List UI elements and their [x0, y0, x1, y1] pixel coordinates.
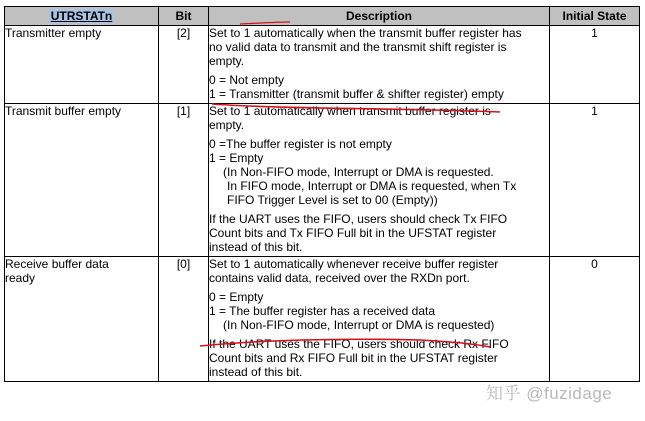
field-initial-state: 1 [550, 104, 640, 257]
header-description: Description [209, 7, 550, 26]
description-line: Set to 1 automatically when transmit buffer register is [209, 104, 491, 118]
field-bit: [0] [159, 257, 209, 382]
field-bit: [1] [159, 104, 209, 257]
description-line: (In Non-FIFO mode, Interrupt or DMA is requested. [223, 165, 494, 179]
field-name-line: Receive buffer data [5, 257, 109, 271]
field-name-line: ready [5, 271, 36, 285]
field-initial-state: 1 [550, 26, 640, 104]
description-line: If the UART uses the FIFO, users should check Tx FIFO [209, 212, 508, 226]
description-line: contains valid data, received over the RXDn port. [209, 271, 470, 285]
description-line: 0 =The buffer register is not empty [209, 137, 392, 151]
description-line: Count bits and Tx FIFO Full bit in the UFSTAT register [209, 226, 497, 240]
description-line: Set to 1 automatically whenever receive buffer register [209, 257, 499, 271]
description-line: 1 = The buffer register has a received data [209, 304, 436, 318]
description-line: Count bits and Rx FIFO Full bit in the UFSTAT register [209, 351, 498, 365]
field-name: Transmit buffer empty [5, 104, 159, 257]
description-line: In FIFO mode, Interrupt or DMA is requested, when Tx [227, 179, 517, 193]
description-line: 1 = Transmitter (transmit buffer & shifter register) empty [209, 87, 504, 101]
description-line: empty. [209, 54, 245, 68]
register-name-label: UTRSTATn [50, 9, 113, 23]
field-initial-state: 0 [550, 257, 640, 382]
description-line: instead of this bit. [209, 240, 303, 254]
header-initial-state: Initial State [550, 7, 640, 26]
description-line: no valid data to transmit and the transmit shift register is [209, 40, 507, 54]
description-line: instead of this bit. [209, 365, 303, 379]
field-bit: [2] [159, 26, 209, 104]
description-line: Set to 1 automatically when the transmit buffer register has [209, 26, 522, 40]
description-line: 0 = Not empty [209, 73, 285, 87]
header-bit: Bit [159, 7, 209, 26]
description-line: FIFO Trigger Level is set to 00 (Empty)) [227, 193, 438, 207]
watermark-text: 知乎 @fuzidage [486, 384, 613, 403]
description-line: 0 = Empty [209, 290, 264, 304]
field-name: Transmitter empty [5, 26, 159, 104]
description-line: 1 = Empty [209, 151, 264, 165]
description-line: (In Non-FIFO mode, Interrupt or DMA is requested) [223, 318, 495, 332]
description-line: empty. [209, 118, 245, 132]
description-line: If the UART uses the FIFO, users should check Rx FIFO [209, 337, 509, 351]
